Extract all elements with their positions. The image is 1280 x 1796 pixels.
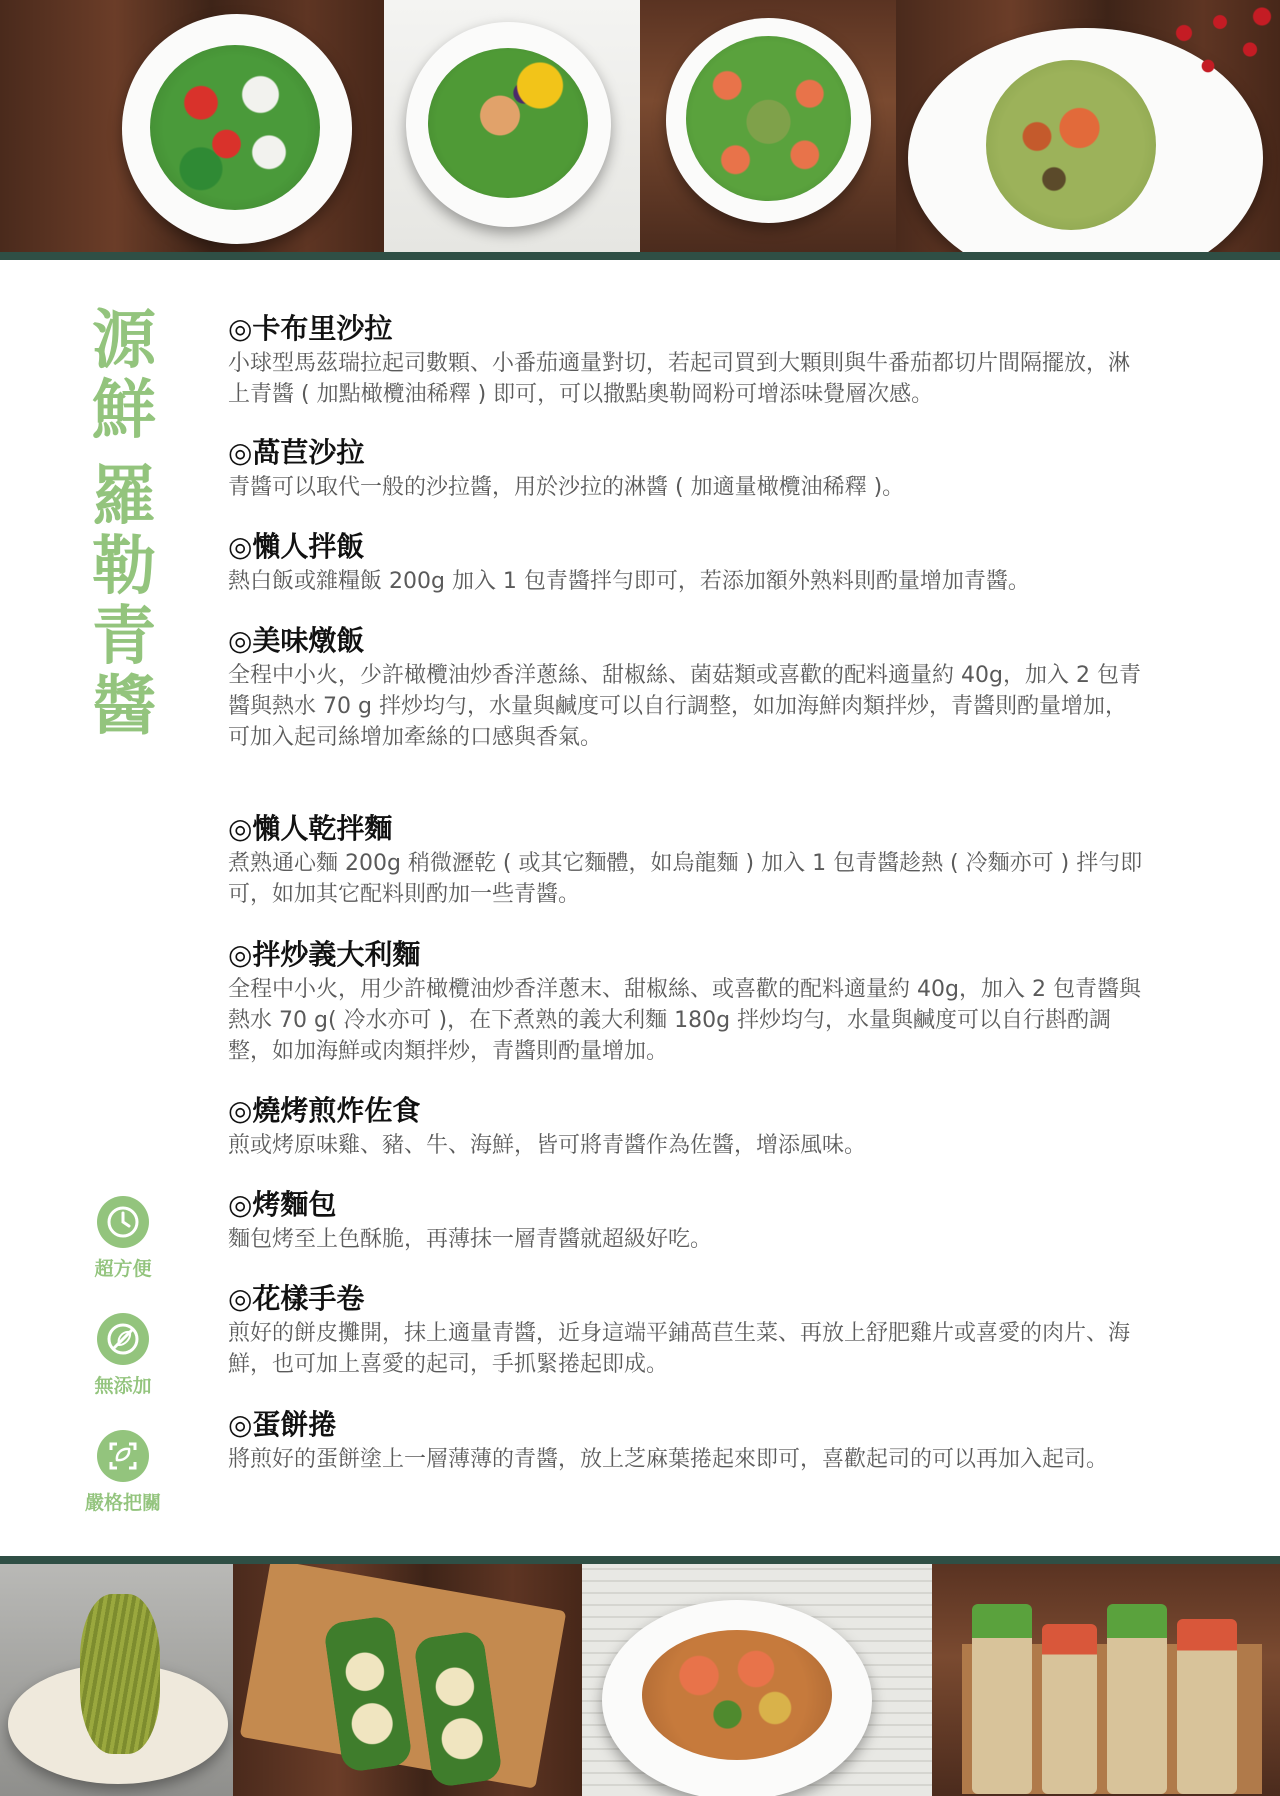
recipe-body: 煎好的餅皮攤開，抹上適量青醬，近身這端平鋪萵苣生菜、再放上舒肥雞片或喜愛的肉片、海鮮，也可加上喜愛的起司，手抓緊捲起即成。 bbox=[228, 1321, 1131, 1377]
inspection-icon bbox=[97, 1430, 149, 1482]
recipe-title: ◎燒烤煎炸佐食 bbox=[228, 1094, 421, 1127]
hand-roll-wraps-photo bbox=[932, 1564, 1280, 1796]
badge-convenient bbox=[78, 1196, 168, 1281]
recipe-title: ◎卡布里沙拉 bbox=[228, 312, 393, 345]
seafood-salad-photo bbox=[640, 0, 896, 252]
recipe-item bbox=[228, 936, 1148, 1067]
recipe-item bbox=[228, 810, 1148, 910]
recipe-item bbox=[228, 622, 1148, 753]
clock-icon bbox=[97, 1196, 149, 1248]
recipe-item bbox=[228, 310, 1148, 410]
recipe-title: ◎拌炒義大利麵 bbox=[228, 938, 421, 971]
recipe-body: 熱白飯或雜糧飯 200g 加入 1 包青醬拌勻即可，若添加額外熟料則酌量增加青醬。 bbox=[228, 569, 1030, 594]
recipe-body: 煮熟通心麵 200g 稍微瀝乾 ( 或其它麵體，如烏龍麵 ) 加入 1 包青醬趁熱 ( 冷麵亦可 ) 拌勻即可，如加其它配料則酌加一些青醬。 bbox=[228, 851, 1143, 907]
title-char: 青 bbox=[92, 600, 156, 674]
badge-label: 嚴格把關 bbox=[84, 1492, 161, 1514]
recipe-item bbox=[228, 1186, 1148, 1255]
top-divider-bar bbox=[0, 252, 1280, 260]
recipe-title: ◎花樣手卷 bbox=[228, 1282, 365, 1315]
recipe-body: 青醬可以取代一般的沙拉醬，用於沙拉的淋醬 ( 加適量橄欖油稀釋 )。 bbox=[228, 475, 905, 500]
recipe-item bbox=[228, 528, 1148, 597]
recipe-body: 將煎好的蛋餅塗上一層薄薄的青醬，放上芝麻葉捲起來即可，喜歡起司的可以再加入起司。 bbox=[228, 1447, 1109, 1472]
recipe-title: ◎蛋餅捲 bbox=[228, 1408, 337, 1441]
title-char: 鮮 bbox=[92, 374, 156, 448]
recipe-title: ◎美味燉飯 bbox=[228, 624, 365, 657]
bottom-divider-bar bbox=[0, 1556, 1280, 1564]
seafood-risotto-photo bbox=[896, 0, 1280, 252]
pesto-toast-photo bbox=[233, 1564, 582, 1796]
recipe-title: ◎懶人拌飯 bbox=[228, 530, 365, 563]
recipe-title: ◎懶人乾拌麵 bbox=[228, 812, 393, 845]
badge-label: 無添加 bbox=[94, 1375, 152, 1397]
bottom-photo-strip bbox=[0, 1564, 1280, 1796]
recipe-body: 小球型馬茲瑞拉起司數顆、小番茄適量對切，若起司買到大顆則與牛番茄都切片間隔擺放，淋上青醬 ( 加點橄欖油稀釋 ) 即可，可以撒點奧勒岡粉可增添味覺層次感。 bbox=[228, 351, 1131, 407]
product-title bbox=[84, 306, 164, 742]
top-photo-strip bbox=[0, 0, 1280, 252]
caprese-salad-photo bbox=[0, 0, 384, 252]
grilled-shrimp-photo bbox=[582, 1564, 932, 1796]
title-char: 源 bbox=[92, 304, 156, 378]
recipe-body: 麵包烤至上色酥脆，再薄抹一層青醬就超級好吃。 bbox=[228, 1227, 713, 1252]
no-additive-icon bbox=[97, 1313, 149, 1365]
recipe-title: ◎烤麵包 bbox=[228, 1188, 337, 1221]
title-char: 勒 bbox=[92, 530, 156, 604]
badge-no-additive bbox=[78, 1313, 168, 1398]
green-salad-photo bbox=[384, 0, 640, 252]
badge-strict-control bbox=[78, 1430, 168, 1515]
recipe-body: 煎或烤原味雞、豬、牛、海鮮，皆可將青醬作為佐醬，增添風味。 bbox=[228, 1133, 867, 1158]
badge-label: 超方便 bbox=[94, 1258, 152, 1280]
recipe-item bbox=[228, 1406, 1148, 1475]
recipe-item bbox=[228, 434, 1148, 503]
recipe-body: 全程中小火，用少許橄欖油炒香洋蔥末、甜椒絲、或喜歡的配料適量約 40g，加入 2 包青醬與熱水 70 g( 冷水亦可 )，在下煮熟的義大利麵 180g 拌炒均勻，水量與鹹度可以自行斟酌調整，如加海鮮或肉類拌炒，青醬則酌量增加。 bbox=[228, 977, 1141, 1064]
recipe-title: ◎萵苣沙拉 bbox=[228, 436, 365, 469]
recipe-item bbox=[228, 1280, 1148, 1380]
recipe-body: 全程中小火，少許橄欖油炒香洋蔥絲、甜椒絲、菌菇類或喜歡的配料適量約 40g，加入 2 包青醬與熱水 70 g 拌炒均勻，水量與鹹度可以自行調整，如加海鮮肉類拌炒，青醬則酌量增加，可加入起司絲增加牽絲的口感與香氣。 bbox=[228, 663, 1141, 750]
recipe-item bbox=[228, 1092, 1148, 1161]
pesto-pasta-photo bbox=[0, 1564, 233, 1796]
title-char: 醬 bbox=[92, 670, 156, 744]
title-char: 羅 bbox=[92, 460, 156, 534]
